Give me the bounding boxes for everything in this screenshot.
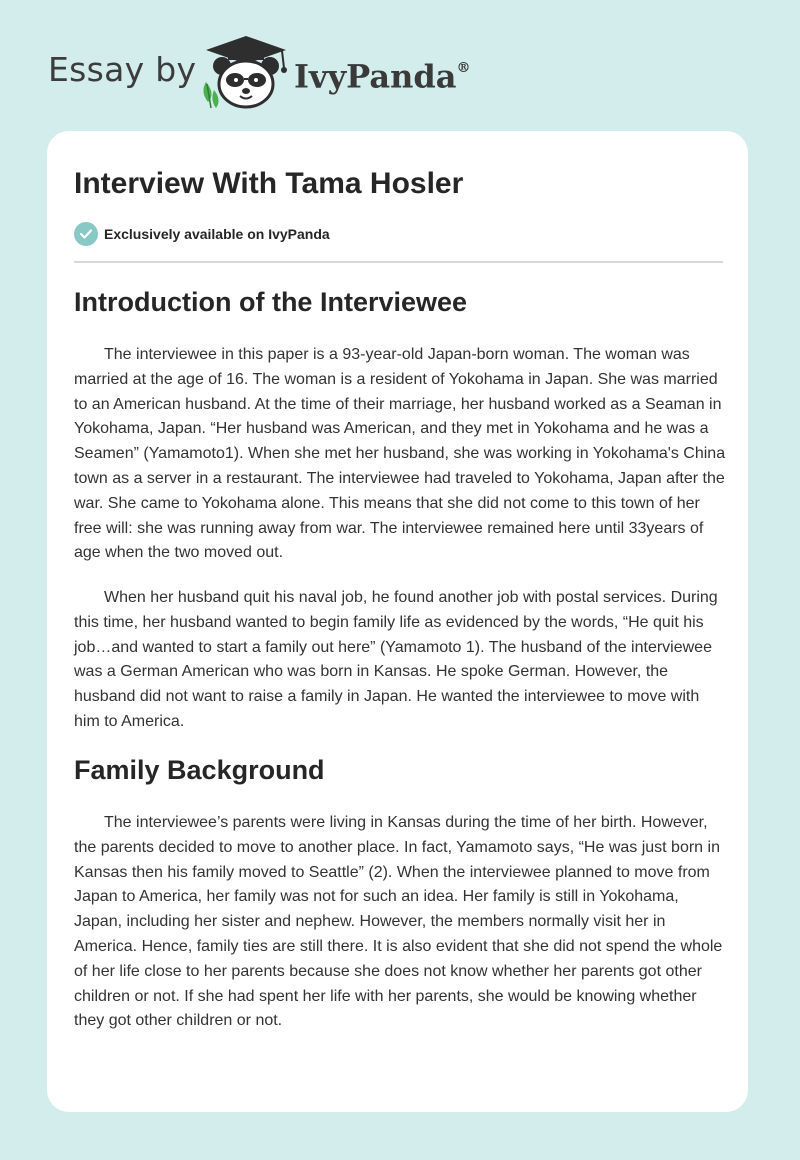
paragraph-family-background-1: The interviewee’s parents were living in Kansas during the time of her birth. However, the parents decided to move to another place. In fact, Yamamoto says, “He was just born in Kansas then his family moved to Seattle” (2). When the interviewee planned to move from Japan to America, her family was not for such an idea. Her family is still in Yokohama, Japan, including her sister and nephew. However, the members normally visit her in America. Hence, family ties are still there. It is also evident that she did not spend the whole of her life close to her parents because she does not know whether her parents got other children or not. If she had spent her life with her parents, she would be knowing whether they got other children or not. — [74, 814, 723, 1030]
essay-card — [47, 131, 748, 1112]
section-heading-introduction: Introduction of the Interviewee — [74, 287, 468, 317]
exclusive-badge-label: Exclusively available on IvyPanda — [104, 226, 330, 242]
essay-by-label: Essay by — [48, 50, 197, 89]
panda-graduate-icon[interactable] — [198, 34, 294, 110]
site-header — [0, 0, 800, 130]
divider — [74, 261, 723, 263]
brand-logo-text[interactable] — [294, 52, 470, 97]
brand-name: IvyPanda — [294, 57, 457, 96]
check-icon — [74, 222, 98, 246]
exclusive-badge — [74, 222, 330, 246]
registered-mark: ® — [456, 60, 471, 76]
paragraph-introduction-1: The interviewee in this paper is a 93-year-old Japan-born woman. The woman was married at the age of 16. The woman is a resident of Yokohama in Japan. She was married to an American husband. At the time of their marriage, her husband worked as a Seaman in Yokohama, Japan. “Her husband was American, and they met in Yokohama and he was a Seamen” (Yamamoto1). When she met her husband, she was working in Yokohama's China town as a server in a restaurant. The interviewee had traveled to Yokohama, Japan after the war. She came to Yokohama alone. This means that she did not come to this town of her free will: she was running away from war. The interviewee remained here until 33years of age when the two moved out. — [74, 346, 726, 562]
page-title: Interview With Tama Hosler — [74, 167, 464, 200]
paragraph-introduction-2: When her husband quit his naval job, he found another job with postal services. During this time, her husband wanted to begin family life as evidenced by the words, “He quit his job…and wanted to start a family out here” (Yamamoto 1). The husband of the interviewee was a German American who was born in Kansas. He spoke German. However, the husband did not want to raise a family in Japan. He wanted the interviewee to move with him to America. — [74, 589, 718, 730]
section-heading-family-background: Family Background — [74, 755, 325, 785]
